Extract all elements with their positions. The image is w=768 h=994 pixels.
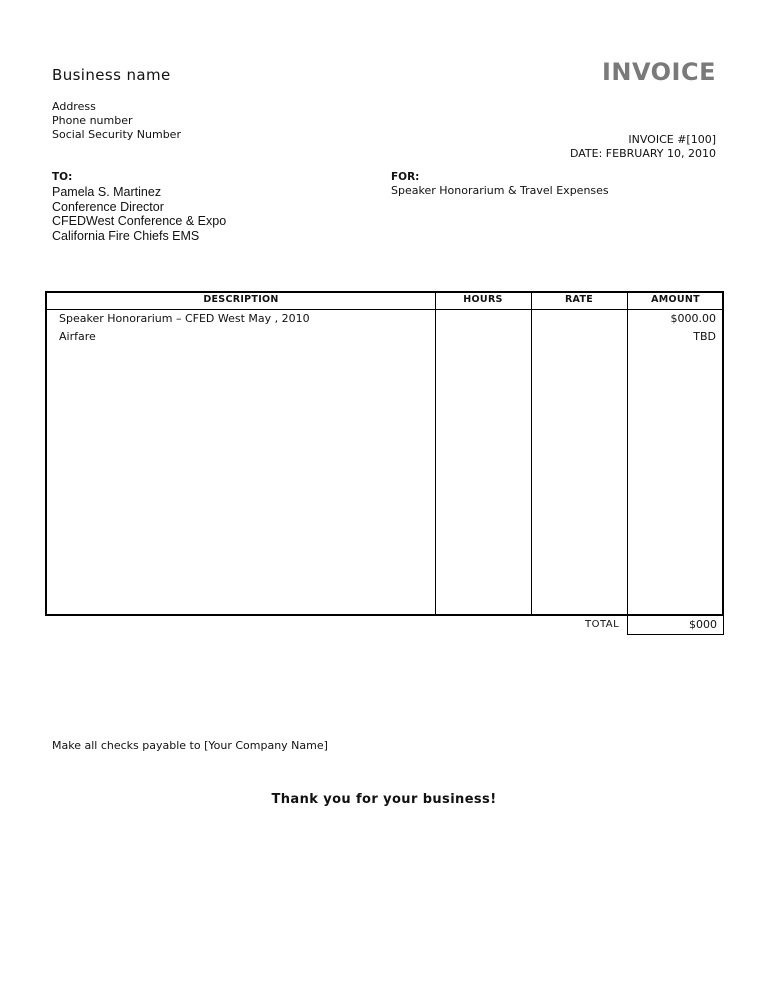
business-name: Business name: [52, 66, 171, 84]
row-description: Speaker Honorarium – CFED West May , 2010: [59, 312, 310, 325]
recipient-block: [52, 185, 226, 243]
column-header-description: DESCRIPTION: [203, 294, 279, 305]
for-label: FOR:: [391, 171, 420, 183]
recipient-organization: CFEDWest Conference & Expo: [52, 214, 227, 228]
to-label: TO:: [52, 171, 73, 183]
column-divider: [435, 293, 436, 614]
invoice-number: INVOICE #[100]: [628, 133, 716, 146]
invoice-date: DATE: FEBRUARY 10, 2010: [569, 147, 716, 160]
payment-note: Make all checks payable to [Your Company Name]: [52, 739, 328, 752]
column-header-rate: RATE: [564, 294, 594, 305]
thank-you-message: Thank you for your business!: [271, 792, 497, 807]
recipient-organization-2: California Fire Chiefs EMS: [52, 228, 200, 243]
phone-line: Phone number: [52, 114, 133, 127]
total-label: TOTAL: [585, 619, 620, 630]
column-header-amount: AMOUNT: [651, 294, 700, 305]
column-header-hours: HOURS: [463, 294, 503, 305]
business-details: [52, 100, 181, 142]
recipient-title: Conference Director: [52, 199, 164, 214]
invoice-meta: [570, 133, 716, 161]
for-description: Speaker Honorarium & Travel Expenses: [391, 184, 609, 197]
ssn-line: Social Security Number: [52, 128, 181, 141]
address-line: Address: [52, 100, 96, 113]
recipient-name: Pamela S. Martinez: [52, 185, 162, 199]
row-amount: $000.00: [670, 312, 716, 325]
invoice-table: [45, 291, 724, 616]
total-value: $000: [689, 618, 717, 631]
total-box: [627, 616, 724, 635]
row-description: Airfare: [59, 330, 96, 343]
row-amount: TBD: [693, 330, 716, 343]
invoice-title: INVOICE: [601, 58, 716, 86]
column-divider: [531, 293, 532, 614]
header-divider: [47, 309, 722, 310]
